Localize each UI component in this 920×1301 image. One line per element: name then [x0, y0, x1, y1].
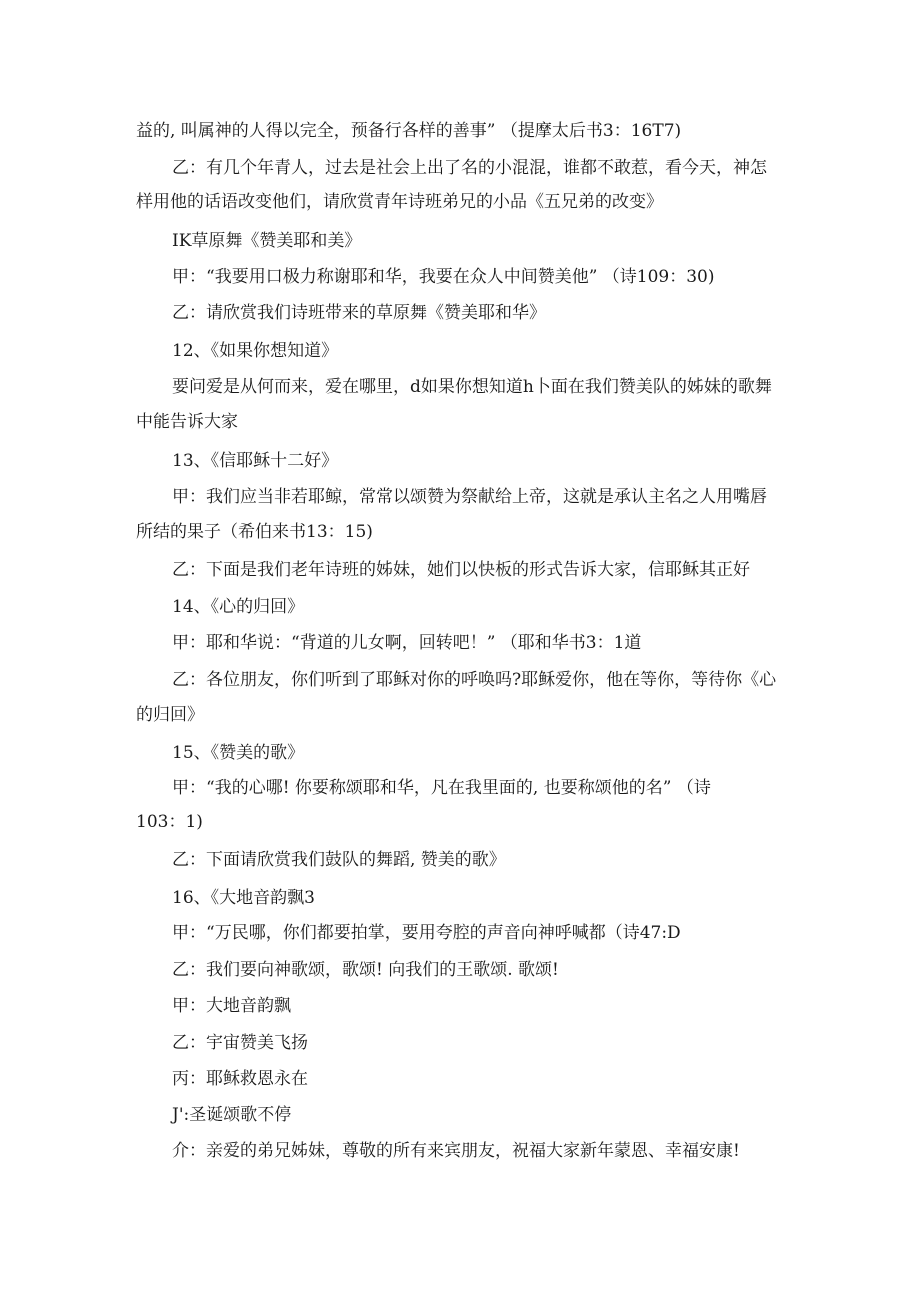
section-heading: 16、《大地音韵飘3 [172, 888, 315, 908]
text-line: 乙：宇宙赞美飞扬 [172, 1033, 308, 1053]
section-heading: 12、《如果你想知道》 [172, 341, 339, 361]
text-line: 乙：下面是我们老年诗班的姊妹，她们以快板的形式告诉大家，信耶稣其正好 [172, 560, 750, 580]
text-line: 乙：我们要向神歌颂，歌颂! 向我们的王歌颂. 歌颂! [172, 960, 559, 980]
text-line: 介：亲爱的弟兄姊妹，尊敬的所有来宾朋友，祝福大家新年蒙恩、幸福安康! [172, 1141, 740, 1161]
text-line: 益的, 叫属神的人得以完全，预备行各样的善事” （提摩太后书3：16T7) [136, 121, 682, 141]
section-heading: 13、《信耶稣十二好》 [172, 451, 339, 471]
text-line: 乙：请欣赏我们诗班带来的草原舞《赞美耶和华》 [172, 303, 546, 323]
section-heading: 14、《心的归回》 [172, 597, 305, 617]
text-line: 甲：“万民哪，你们都要拍掌，要用夸腔的声音向神呼喊都（诗47:D [172, 923, 681, 943]
text-line: 甲：我们应当非若耶鲸，常常以颂赞为祭献给上帝，这就是承认主名之人用嘴唇 [172, 487, 767, 507]
text-line: 甲：“我要用口极力称谢耶和华，我要在众人中间赞美他” （诗109：30) [172, 267, 715, 287]
section-heading: 15、《赞美的歌》 [172, 743, 305, 763]
text-line: 甲：大地音韵飘 [172, 996, 291, 1016]
text-line: 乙：各位朋友，你们听到了耶稣对你的呼唤吗?耶稣爱你，他在等你，等待你《心 [172, 670, 777, 690]
text-line: 所结的果子（希伯来书13：15) [136, 522, 373, 542]
text-line: 甲：耶和华说：“背道的儿女啊，回转吧！” （耶和华书3：1道 [172, 633, 642, 653]
text-line: 103：1) [136, 812, 203, 832]
text-line: 的归回》 [136, 705, 204, 725]
text-line: 乙：下面请欣赏我们鼓队的舞蹈, 赞美的歌》 [172, 850, 506, 870]
text-line: 丙：耶稣救恩永在 [172, 1069, 308, 1089]
text-line: J':圣诞颂歌不停 [172, 1105, 292, 1125]
text-line: 样用他的话语改变他们，请欣赏青年诗班弟兄的小品《五兄弟的改变》 [136, 192, 663, 212]
text-line: 要问爱是从何而来，爱在哪里，d如果你想知道h卜面在我们赞美队的姊妹的歌舞 [172, 377, 772, 397]
text-line: 甲：“我的心哪! 你要称颂耶和华，凡在我里面的, 也要称颂他的名” （诗 [172, 778, 711, 798]
text-line: 中能告诉大家 [136, 412, 238, 432]
text-line: 乙：有几个年青人，过去是社会上出了名的小混混，谁都不敢惹，看今天，神怎 [172, 158, 767, 178]
text-line: IK草原舞《赞美耶和美》 [172, 231, 362, 251]
